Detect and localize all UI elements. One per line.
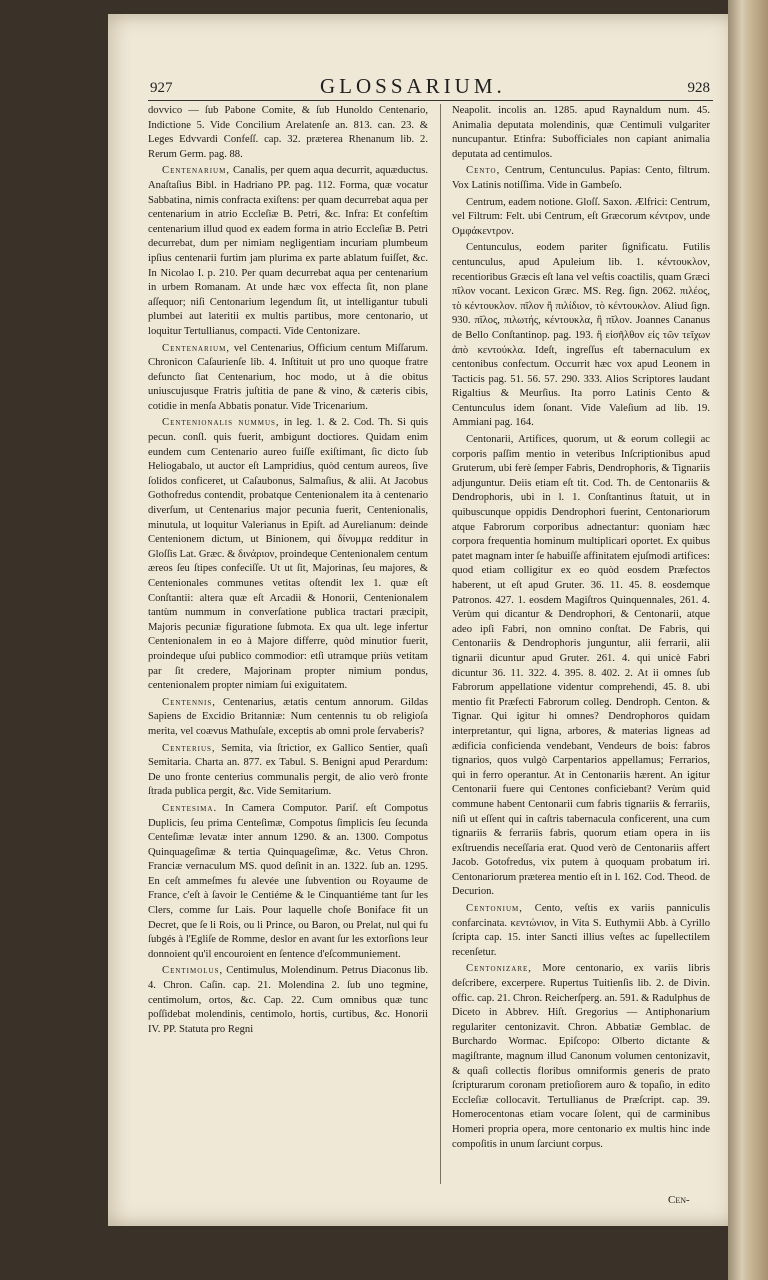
entry-text: In Camera Computor. Pariſ. eſt Compotus Duplicis, ſeu prima Centeſimæ, Compotus ſimplicis ſeu ſecunda Centeſimæ levatæ inter annum 1290. & an. 1300. Compotus Quinquageſimæ & tertia Quinquageſimæ, &c. Vetus Chron. Franciæ vernaculum MS. quod deſinit in an. 1322. ſub an. 1295. En ceſt ammeſmes fu alevée une ſubvention ou Royaume de France, c'eſt à ſavoir le Centiéme & le Cinquantiéme tant ſur les Clers, comme ſur Lais. Pour laquelle choſe Boniface fit un Decret, que ſe li Rois, ou li Prince, ou Baron, ou Prelat, nul qui fu ſubgés à l'Egliſe de Romme, deslor en avant ſur les extorſions leur donnoient qu'il encouroient en ſentence d'eſcommuniement. <box>148 802 428 960</box>
page-number-left: 927 <box>150 80 173 96</box>
catchword: Cen- <box>668 1194 690 1206</box>
glossary-entry <box>452 902 710 960</box>
page-number-right: 928 <box>687 80 710 96</box>
entry-text: Cento, veſtis ex variis panniculis confarcinata. κεντώνιον, in Vita S. Euthymii Abb. à Cyrillo ſcripta cap. 15. inter Sancti illius veſtes ac ſupellectilem recenſetur. <box>452 903 711 958</box>
glossary-entry <box>452 433 710 900</box>
entry-text: Canalis, per quem aqua decurrit, aquæductus. Anaſtaſius Bibl. in Hadriano PP. pag. 112. Forma, quæ vocatur Sabbatina, nimis confracta exiſtens: per quam decurrebat aqua per centenarium in atrio Eccleſiæ B. Petri, &c. Infra: Et confeſtim centenarium illud quod ex eadem forma in atrio Eccleſiæ B. Petri decurrebat, dum per nimiam negligentiam incuriam plumbeum ipſius centenarii furtim jam plurima ex parte ablatum fuiſſet, &c. In Nicolao I. p. 210. Per quam decurrebat aqua per centenarium in urbem Romanam. At unde hæc vox effecta ſit, non plane aſſequor; niſi Centonarium legendum ſit, ut intelligantur tubuli plumbei aut lateritii ex multis partibus, more centonario, ut loquitur Tertullianus, compacti. Vide Centonizare. <box>148 165 428 337</box>
entry-headword: Centesima. <box>162 802 218 814</box>
entry-text: Semita, via ſtrictior, ex Gallico Sentier, quaſi Semitaria. Charta an. 877. ex Tabul. S. Benigni apud Perardum: De uno fronte centerius communalis pergit, de alio verò fronte ſtrada publica pergit, &c. Vide Semitarium. <box>148 742 428 798</box>
entry-headword: Centimolus, <box>162 965 224 977</box>
glossary-entry <box>148 164 428 339</box>
entry-text: in leg. 1. & 2. Cod. Th. Si quis pecun. conſl. quis fuerit, ambigunt doctiores. Quidam enim eundem cum Centenario aureo fuiſſe exiſtimant, ſic dicto ſub Heliogabalo, ut auctor eſt Lampridius, quòd centum aureos, ſive ſolidos conficeret, ut Caſaubonus, Salmaſius, & alii. At Jacobus Gothofredus contendit, probatque Centenionalem ita à centenario diverſum, ut Centenarius major pecunia fuerit, Centenionalis, minutula, ut loquitur Valerianus in Epiſt. ad Aurelianum: deinde Centenionem dictum, ut Binionem, qui δίνυμμα redditur in Gloſſis Lat. Græc. & δινάριον, proindeque Centenionalem centum æreos ſeu ſtipes confeciſſe. Ut ut ſit, Majorinas, ſeu majores, & Centenionales communes vetitas oſtendit lex 1. quæ eſt Conſtantii: altera quæ eſt Arcadii & Honorii, Centenionalem tantùm nummum in converſatione publica tractari præcipit, Majoris pecuniæ figuratione ſubmota. Ex qua ult. lege infertur Centenionalem in eo à Majore differre, quòd minutior fuerit, proindeque uſui publico commodior: etſi utramque priùs vetitam par ſit credere, Majorinam propter nimium pondus, centenionalem propter nimiam ſui exiguitatem. <box>148 417 429 692</box>
entry-text: Centrum, eadem notione. Gloſſ. Saxon. Ælfrici: Centrum, vel Filtrum: Felt. ubi Centrum, eſt Græcorum κέντρον, unde Ομφάκεντρον. <box>452 196 710 237</box>
glossary-entry <box>148 104 428 162</box>
entry-text: Centunculus, eodem pariter ſignificatu. Futilis centunculus, apud Apuleium lib. 1. κέντουκλον, recentioribus Græcis eſt lana vel veſtis coactilis, quam Græci πῖλον vocant. Lexicon Græc. MS. Reg. ſign. 2062. πιλέος, τὸ κέντουκλον. πῖλον ἢ πιλίδιον, τὸ κέντουκλον. Aliud ſign. 930. πῖλος, πιλωτής, κέντουκλα, ἢ πῖλον. Joannes Cananus de Bello Conſtantinop. pag. 193. ἢ εἰσῆλθον εἰς τῶν τεῖχων ἀπὸ κεντούκλα. Ideſt, ingreſſus eſt tabernaculum ex centonibus confectum. Occurrit hæc vox apud Leonem in Tacticis pag. 51. 56. 57. 290. 333. Alios Scriptores laudant Rigaltius & Meurſius. Ita porro Latinis Cento & Centunculus idem ſonant. Vide Valeſium ad lib. 19. Ammiani pag. 164. <box>452 242 711 429</box>
entry-text: Centenarius, ætatis centum annorum. Gildas Sapiens de Excidio Britanniæ: Num centennis tu ob religioſa merita, vel coævus Mathuſale, exceptis ab omni prole ſervaberis? <box>148 696 428 737</box>
entry-headword: Centenarium, <box>162 165 230 177</box>
entry-headword: Cento, <box>466 165 501 177</box>
entry-headword: Centenionalis nummus, <box>162 417 280 429</box>
entry-text: Centonarii, Artifices, quorum, ut & eorum collegii ac corporis paſſim mentio in veteribus Inſcriptionibus apud Gruterum, ubi ferè ſemper Fabris, Dendrophoris, & Tignariis adjunguntur. Deiis etiam eſt tit. Cod. Th. de Centonariis & Dendrophoris, ubi in l. 1. Conſtantinus ſtatuit, ut in quibuscunque oppidis Dendrophori fuerint, Centonariorum atque Fabrorum corporibus adnectantur: quoniam hæc corpora frequentia hominum multiplicari oportet. Ex quibus patet magnam inter ſe habuiſſe affinitatem ejuſmodi artifices: quod etiam colligitur ex eo quòd eosdem Præfectos haberent, ut eſt apud Gruter. 36. 11. 45. 8. eosdemque Patronos. 427. 1. eosdem Magiſtros Quinquennales, 261. 4. Verùm qui dicantur & Dendrophori, & Centonarii, atque adeo ipſi Fabri, non omnino conſtat. De Fabris, qui Centonariis & Dendrophoris junguntur, alii ferrarii, alii tignarii dicuntur apud Gruter. 261. 4. qui unicè Fabri dicuntur 36. 11. 322. 4. 395. 8. 402. 2. At ii omnes ſub Fabrorum appellatione videntur comprehendi, 45. 8. ubi mentio fit Præfecti Fabrorum colleg. Dendroph. Centon. & Tignar. Qui igitur hi omnes? Dendrophoros quidam interpretantur, qui ligna, arbores, & materias ligneas ad ædificia conficienda vendebant, Vendeurs de bois: fabros tignarios, quos vulgò Carpentarios appellamus; Ferrarios, qui in ferro operantur. At in Centonariis hærent. An igitur Centonarii fuere qui Centones conficiebant? Verùm quid commune habent Centonarii cum fabris tignariis & ferrariis, niſi ut eſſent qui in caſtris tabernacula conficerent, una cum tignariis & ferrariis fabris, quorum etiam opera in iis exſtruendis neceſſaria erat. Quod verò de Centonariis affert Jacob. Gotofredus, vix putem à quoquam probatum iri. Centonariorum præterea mentio eſt in l. 162. Cod. Theod. de Decurion. <box>452 434 710 898</box>
next-page-edge <box>748 0 768 1280</box>
entry-headword: Centennis, <box>162 696 216 708</box>
entry-headword: Centonium, <box>466 903 523 915</box>
glossary-entry <box>452 104 710 162</box>
glossary-entry <box>148 742 428 800</box>
right-column <box>452 104 710 1154</box>
entry-headword: Centenarium, <box>162 342 230 354</box>
glossary-entry <box>148 802 428 963</box>
header-rule <box>148 100 713 101</box>
left-column <box>148 104 428 1039</box>
glossary-entry <box>148 342 428 415</box>
entry-headword: Centerius, <box>162 742 216 754</box>
glossary-entry <box>452 196 710 240</box>
entry-text: Centimulus, Molendinum. Petrus Diaconus lib. 4. Chron. Caſin. cap. 21. Molendina 2. ſub uno tegmine, centimolum, ortos, &c. Cap. 22. Cum omnibus quæ tunc poſſidebat molendinis, centimolo, hortis, curtibus, &c. Honorii IV. PP. Statuta pro Regni <box>148 965 428 1035</box>
entry-text: Neapolit. incolis an. 1285. apud Raynaldum num. 45. Animalia deputata molendinis, quæ Centimuli vulgariter nuncupantur. Etinfra: Subofficiales non capiant animalia deputata ad centimulos. <box>452 105 710 160</box>
entry-text: vel Centenarius, Officium centum Miſſarum. Chronicon Caſaurienſe lib. 4. Inſtituit ut pro uno quoque fratre defuncto ſiat Centenarium, hoc modo, ut à die obitus uniuscujusque Fratris juſtitia de pane & vino, & cæteris cibis, cotidie in menſa Abbatis ponatur. Vide Tricenarium. <box>148 342 428 412</box>
running-title: GLOSSARIUM. <box>320 74 506 98</box>
entry-text: dovvico — ſub Pabone Comite, & ſub Hunoldo Centenario, Indictione 5. Vide Concilium Arelatenſe an. 813. can. 23. & Leges Edvvardi Confeſſ. cap. 32. præterea Rhenanum lib. 2. Rerum Germ. pag. 88. <box>148 105 428 160</box>
column-divider <box>440 104 441 1184</box>
glossary-entry <box>148 964 428 1037</box>
glossary-entry <box>452 164 710 193</box>
entry-text: Centrum, Centunculus. Papias: Cento, filtrum. Vox Latinis notiſſima. Vide in Gambeſo. <box>452 165 710 191</box>
entry-headword: Centonizare, <box>466 963 532 975</box>
glossary-entry <box>452 241 710 431</box>
glossary-entry <box>452 962 710 1152</box>
entry-text: More centonario, ex variis libris deſcribere, excerpere. Rupertus Tuitienſis lib. 2. de Divin. offic. cap. 21. Chron. Reicherſperg. an. 591. & Radulphus de Diceto in Abbrev. Hiſt. Gregorius — Antiphonarium regulariter centonizavit. Chron. Abbatiæ Gemblac. de Burchardo Wormac. Epiſcopo: Olberto dictante & magiſtrante, magnum illud Canonum volumen centonizavit, & quaſi collectis floribus omniformis generis de prato ſcripturarum coronam pretioſiorem auro & topaſio, in edito Eccleſiæ collocavit. Tertullianus de Præſcript. cap. 39. Homerocentonas etiam vocare ſolent, qui de carminibus Homeri propria opera, more centonario ex multis hinc inde compoſitis in unum ſarciunt corpus. <box>452 963 710 1150</box>
glossary-entry <box>148 696 428 740</box>
glossary-entry <box>148 416 428 693</box>
